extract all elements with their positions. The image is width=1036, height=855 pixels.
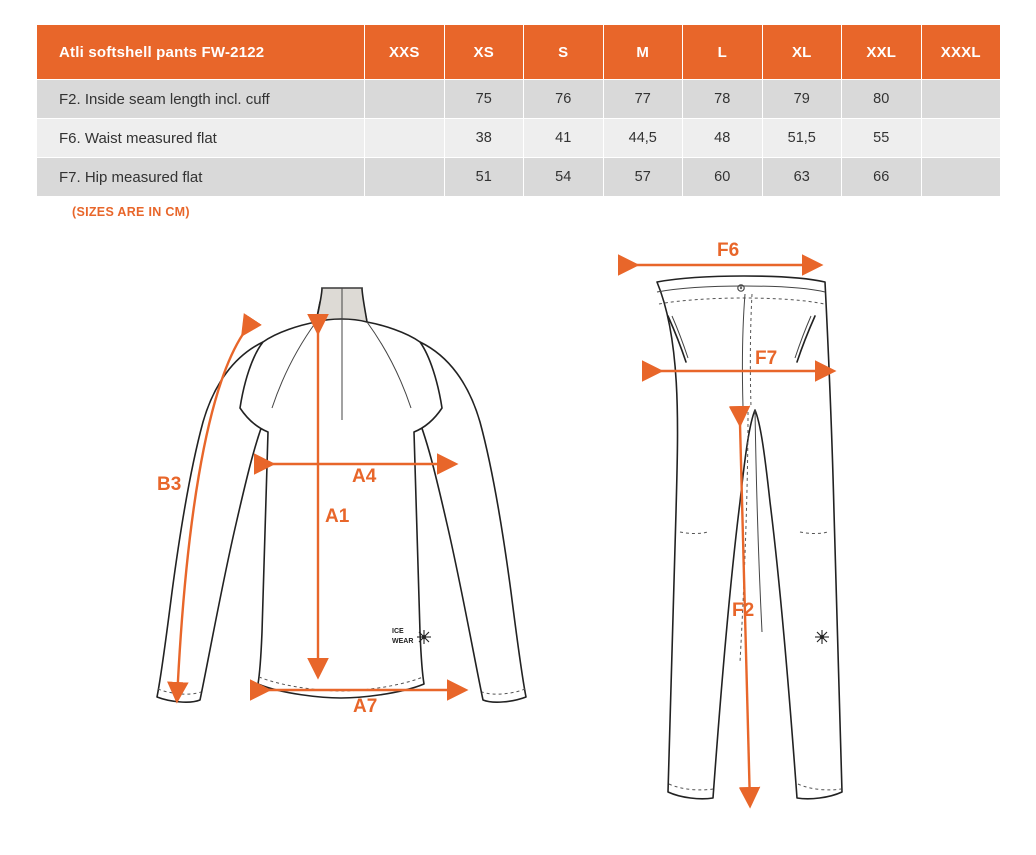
cell-f2-xxs [365,80,445,119]
cell-f6-xxs [365,119,445,158]
row-label-f7: F7. Hip measured flat [37,158,365,197]
cell-f6-s: 41 [524,119,604,158]
cell-f6-m: 44,5 [603,119,683,158]
column-header-xxl: XXL [842,25,922,80]
cell-f6-xxxl [921,119,1001,158]
row-label-f6: F6. Waist measured flat [37,119,365,158]
table-row [37,119,1001,158]
units-note: (SIZES ARE IN CM) [72,205,190,219]
measure-label-b3: B3 [157,474,182,495]
pants-snowflake-icon [815,630,829,644]
cell-f6-l: 48 [683,119,763,158]
cell-f7-m: 57 [603,158,683,197]
column-header-s: S [524,25,604,80]
illustrations-container [0,232,1036,852]
column-header-xxs: XXS [365,25,445,80]
measure-label-a1: A1 [325,506,350,527]
column-header-l: L [683,25,763,80]
row-label-f2: F2. Inside seam length incl. cuff [37,80,365,119]
cell-f2-xxl: 80 [842,80,922,119]
brand-logo-line1: ICE [392,628,404,635]
cell-f6-xl: 51,5 [762,119,842,158]
measure-label-a7: A7 [353,696,378,717]
brand-logo-line2: WEAR [392,638,414,645]
table-body [37,80,1001,197]
cell-f7-xxl: 66 [842,158,922,197]
softshell-pants-illustration [636,240,842,805]
cell-f7-xl: 63 [762,158,842,197]
cell-f7-l: 60 [683,158,763,197]
cell-f2-xxxl [921,80,1001,119]
table-title: Atli softshell pants FW-2122 [37,25,365,80]
cell-f2-xs: 75 [444,80,524,119]
softshell-top-illustration [157,288,526,717]
cell-f2-l: 78 [683,80,763,119]
column-header-xxxl: XXXL [921,25,1001,80]
measure-label-f6: F6 [717,240,740,261]
size-table-container [36,24,1000,197]
table-header-row [37,25,1001,80]
cell-f7-xxs [365,158,445,197]
column-header-xl: XL [762,25,842,80]
table-row [37,158,1001,197]
cell-f2-xl: 79 [762,80,842,119]
cell-f7-s: 54 [524,158,604,197]
snowflake-icon [417,630,431,644]
table-row [37,80,1001,119]
table-header [37,25,1001,80]
measure-label-a4: A4 [352,466,377,487]
cell-f2-m: 77 [603,80,683,119]
cell-f7-xxxl [921,158,1001,197]
measure-label-f7: F7 [755,348,778,369]
cell-f2-s: 76 [524,80,604,119]
column-header-xs: XS [444,25,524,80]
cell-f6-xxl: 55 [842,119,922,158]
column-header-m: M [603,25,683,80]
size-table [36,24,1001,197]
cell-f7-xs: 51 [444,158,524,197]
measure-label-f2: F2 [732,600,755,621]
cell-f6-xs: 38 [444,119,524,158]
